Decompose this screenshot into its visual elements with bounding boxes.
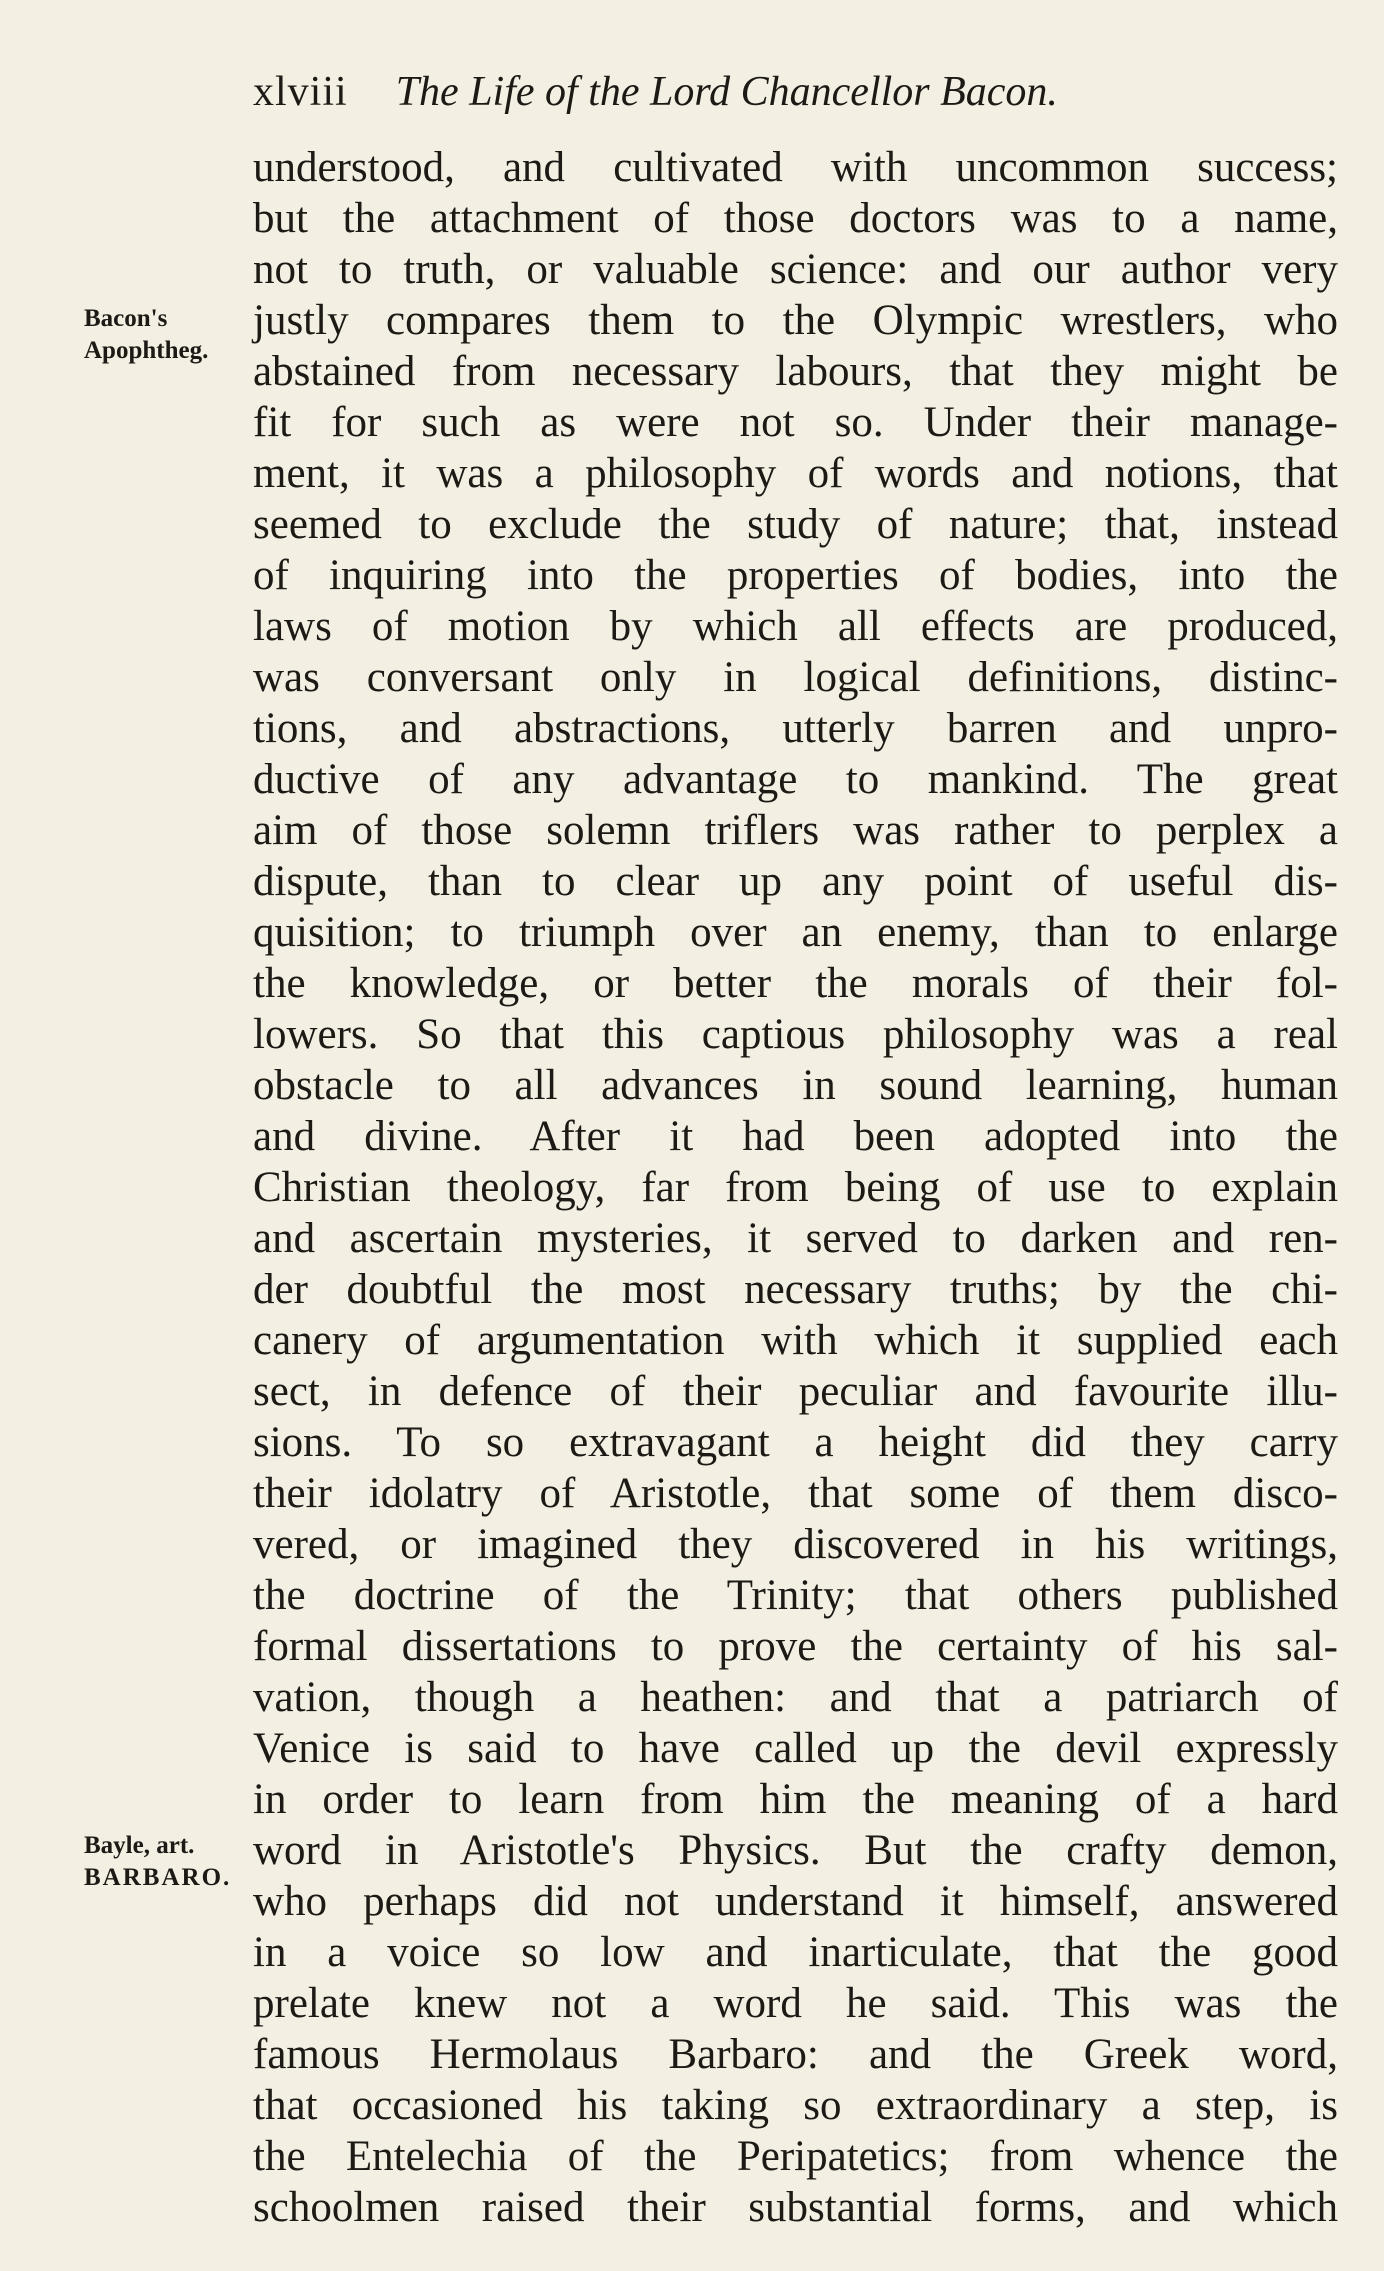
margin-note-line: Bacon's xyxy=(84,305,168,332)
text-line: prelate knew not a word he said. This was the xyxy=(253,1980,1338,2027)
text-line: vered, or imagined they discovered in his writings, xyxy=(253,1521,1338,1568)
text-line: formal dissertations to prove the certainty of his sal- xyxy=(253,1623,1338,1670)
text-line: the knowledge, or better the morals of their fol- xyxy=(253,960,1338,1007)
margin-note-bayle xyxy=(84,1830,231,1894)
text-line: laws of motion by which all effects are produced, xyxy=(253,603,1338,650)
text-line: quisition; to triumph over an enemy, than to enlarge xyxy=(253,909,1338,956)
text-line: dispute, than to clear up any point of useful dis- xyxy=(253,858,1338,905)
page-number: xlviii xyxy=(253,69,348,115)
text-line: abstained from necessary labours, that they might be xyxy=(253,348,1338,395)
margin-note-bacon xyxy=(84,303,208,367)
text-line: not to truth, or valuable science: and our author very xyxy=(253,246,1338,293)
margin-note-line: Apophtheg. xyxy=(84,337,209,364)
text-line: sect, in defence of their peculiar and favourite illu- xyxy=(253,1368,1338,1415)
text-line: in a voice so low and inarticulate, that the good xyxy=(253,1929,1338,1976)
text-line: Christian theology, far from being of use to explain xyxy=(253,1164,1338,1211)
text-line: ductive of any advantage to mankind. The great xyxy=(253,756,1338,803)
text-line: and ascertain mysteries, it served to darken and ren- xyxy=(253,1215,1338,1262)
text-line: the Entelechia of the Peripatetics; from whence the xyxy=(253,2133,1338,2180)
text-line: the doctrine of the Trinity; that others published xyxy=(253,1572,1338,1619)
margin-note-line: BARBARO. xyxy=(84,1864,232,1891)
text-line: tions, and abstractions, utterly barren and unpro- xyxy=(253,705,1338,752)
body-text xyxy=(253,142,1338,2233)
margin-note-line: Bayle, art. xyxy=(84,1832,195,1859)
text-line: that occasioned his taking so extraordinary a step, is xyxy=(253,2082,1338,2129)
text-line: lowers. So that this captious philosophy was a real xyxy=(253,1011,1338,1058)
text-line: justly compares them to the Olympic wrestlers, who xyxy=(253,297,1338,344)
text-line: understood, and cultivated with uncommon success; xyxy=(253,144,1338,191)
text-line: word in Aristotle's Physics. But the crafty demon, xyxy=(253,1827,1338,1874)
text-line: canery of argumentation with which it supplied each xyxy=(253,1317,1338,1364)
text-line: but the attachment of those doctors was to a name, xyxy=(253,195,1338,242)
text-line: of inquiring into the properties of bodies, into the xyxy=(253,552,1338,599)
text-line: seemed to exclude the study of nature; that, instead xyxy=(253,501,1338,548)
text-line: sions. To so extravagant a height did they carry xyxy=(253,1419,1338,1466)
text-line: der doubtful the most necessary truths; by the chi- xyxy=(253,1266,1338,1313)
text-line: fit for such as were not so. Under their manage- xyxy=(253,399,1338,446)
text-line: schoolmen raised their substantial forms, and which xyxy=(253,2184,1338,2231)
text-line: in order to learn from him the meaning of a hard xyxy=(253,1776,1338,1823)
text-line: who perhaps did not understand it himself, answered xyxy=(253,1878,1338,1925)
text-line: their idolatry of Aristotle, that some of them disco- xyxy=(253,1470,1338,1517)
text-line: obstacle to all advances in sound learning, human xyxy=(253,1062,1338,1109)
text-line: was conversant only in logical definitions, distinc- xyxy=(253,654,1338,701)
running-title: The Life of the Lord Chancellor Bacon. xyxy=(395,69,1058,115)
page-header xyxy=(253,62,1058,122)
text-line: and divine. After it had been adopted into the xyxy=(253,1113,1338,1160)
text-line: famous Hermolaus Barbaro: and the Greek word, xyxy=(253,2031,1338,2078)
text-line: vation, though a heathen: and that a patriarch of xyxy=(253,1674,1338,1721)
text-line: Venice is said to have called up the devil expressly xyxy=(253,1725,1338,1772)
text-line: aim of those solemn triflers was rather to perplex a xyxy=(253,807,1338,854)
text-line: ment, it was a philosophy of words and notions, that xyxy=(253,450,1338,497)
